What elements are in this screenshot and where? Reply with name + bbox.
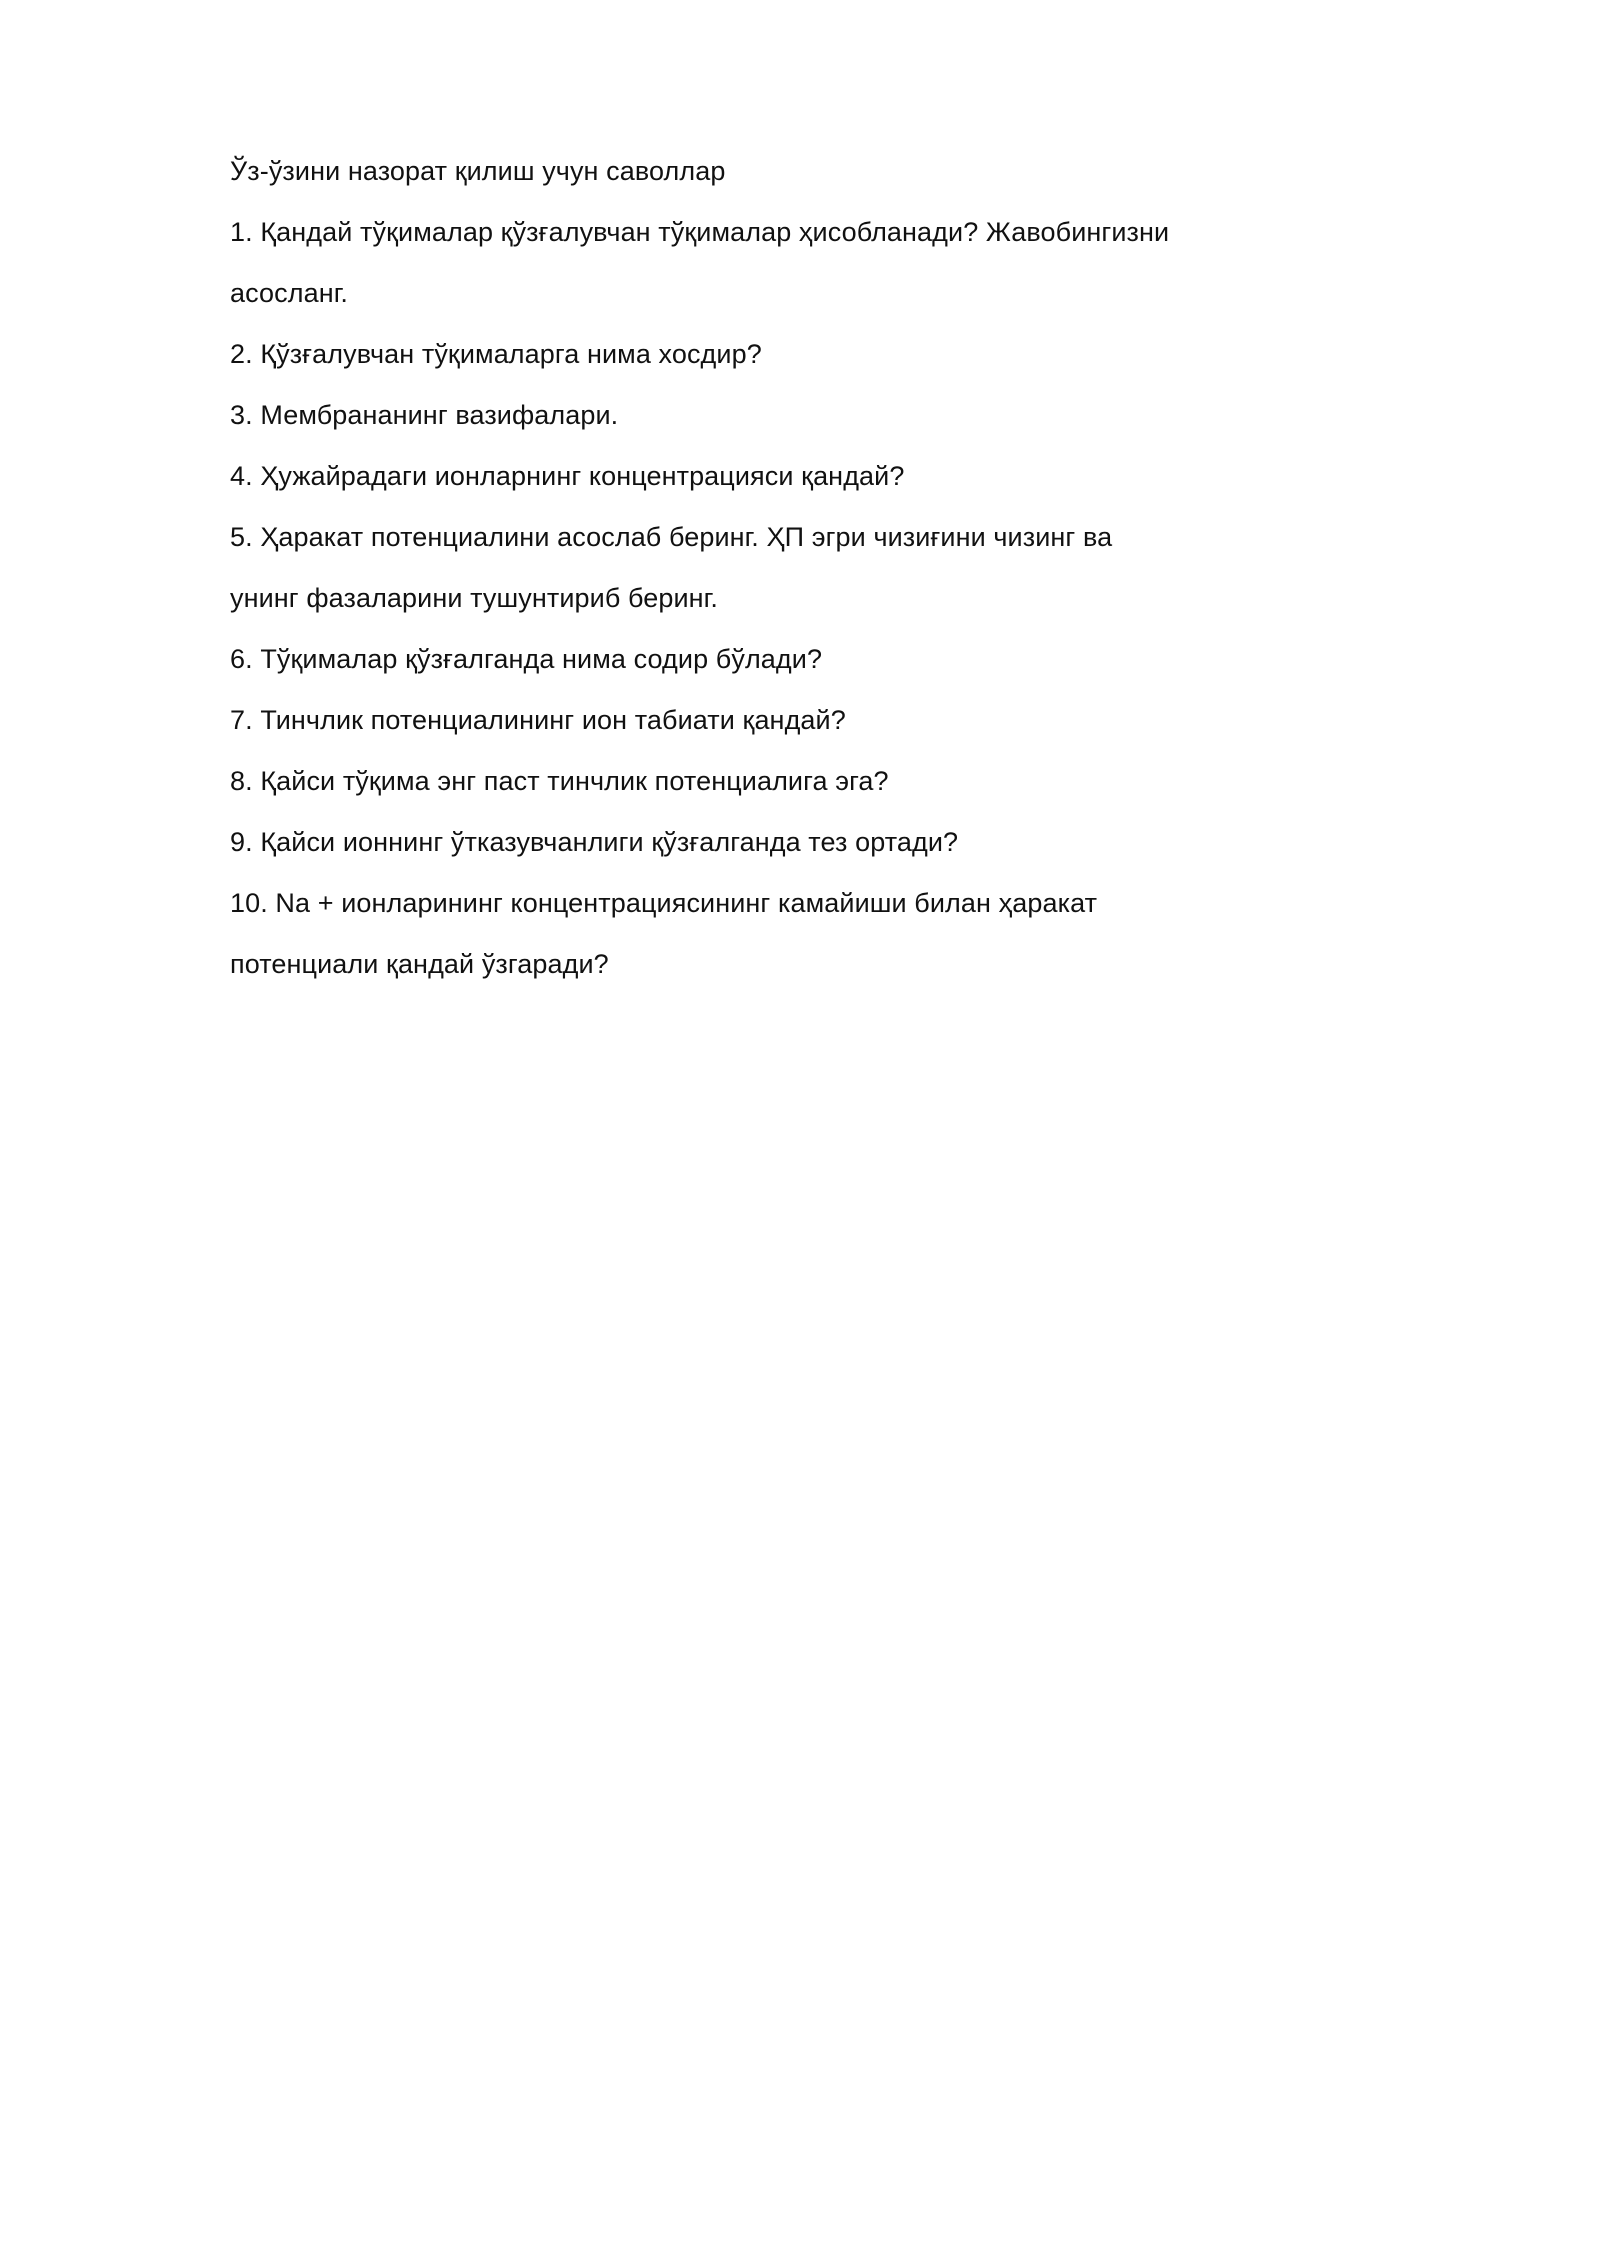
question-10-line-2: потенциали қандай ўзгаради? (230, 949, 609, 979)
question-3: 3. Мембрананинг вазифалари. (230, 400, 619, 430)
question-7: 7. Тинчлик потенциалининг ион табиати қандай? (230, 705, 846, 735)
document-body (230, 151, 1380, 1005)
document-title: Ўз-ўзини назорат қилиш учун саволлар (230, 156, 726, 186)
question-9: 9. Қайси ионнинг ўтказувчанлиги қўзғалганда тез ортади? (230, 827, 959, 857)
question-1-line-2: асосланг. (230, 278, 348, 308)
question-4: 4. Ҳужайрадаги ионларнинг концентрацияси қандай? (230, 461, 905, 491)
question-1-line-1: 1. Қандай тўқималар қўзғалувчан тўқималар ҳисобланади? Жавобингизни (230, 217, 1170, 247)
question-2: 2. Қўзғалувчан тўқималарга нима хосдир? (230, 339, 762, 369)
question-8: 8. Қайси тўқима энг паст тинчлик потенциалига эга? (230, 766, 889, 796)
question-5-line-1: 5. Ҳаракат потенциалини асослаб беринг. ҲП эгри чизиғини чизинг ва (230, 522, 1113, 552)
question-6: 6. Тўқималар қўзғалганда нима содир бўлади? (230, 644, 823, 674)
question-5-line-2: унинг фазаларини тушунтириб беринг. (230, 583, 718, 613)
question-10-line-1: 10. Na + ионларининг концентрациясининг камайиши билан ҳаракат (230, 888, 1098, 918)
